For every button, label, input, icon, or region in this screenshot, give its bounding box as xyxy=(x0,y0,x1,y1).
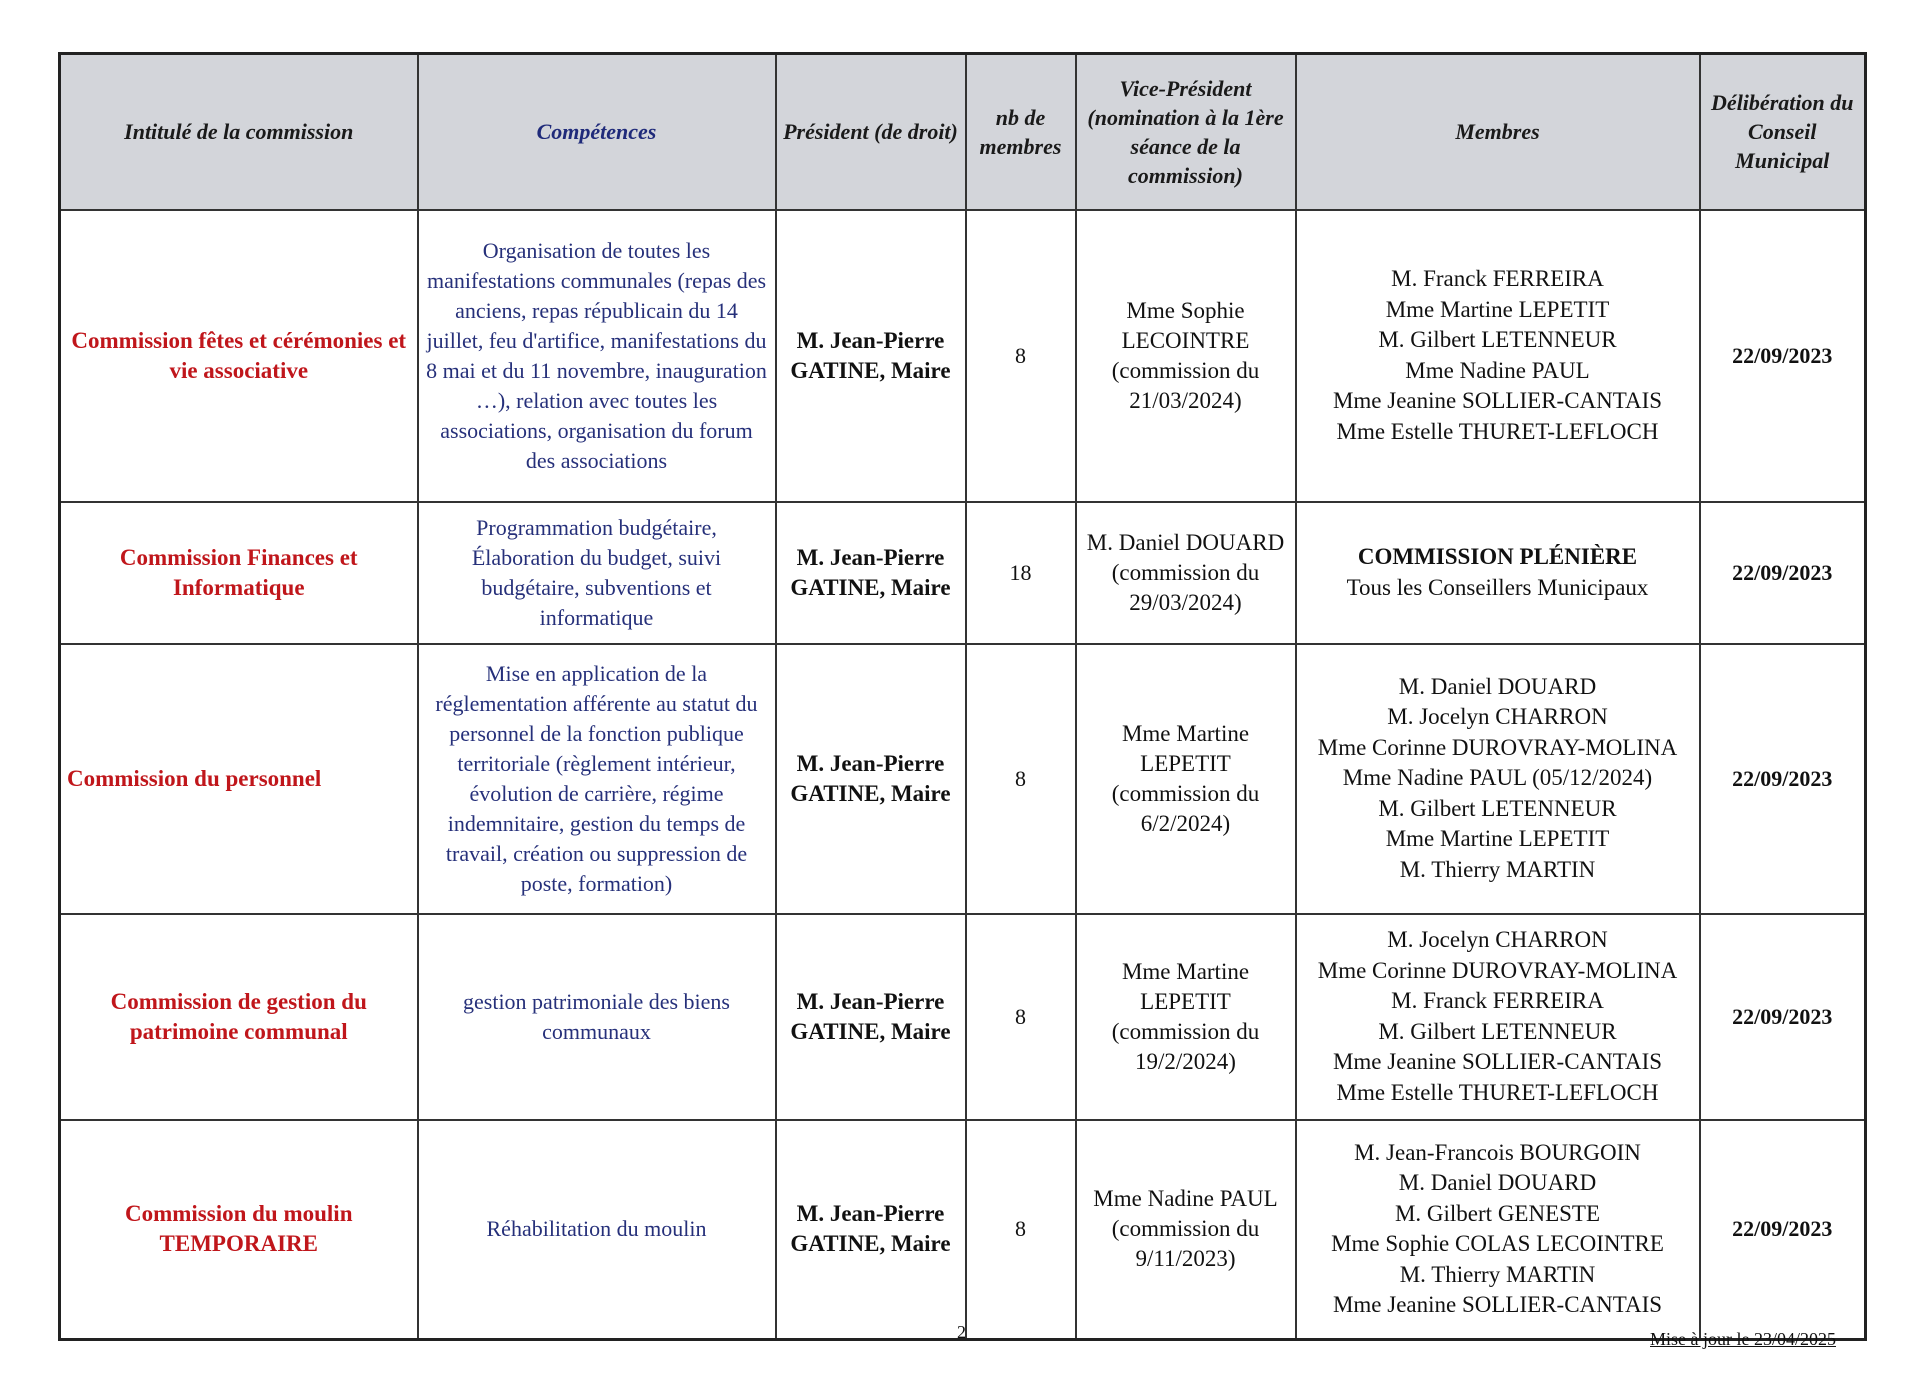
commission-president: M. Jean-Pierre GATINE, Maire xyxy=(776,914,966,1120)
commission-president: M. Jean-Pierre GATINE, Maire xyxy=(776,502,966,644)
member-item: Mme Jeanine SOLLIER-CANTAIS xyxy=(1332,1292,1663,1318)
member-item: M. Jean-Francois BOURGOIN xyxy=(1354,1139,1641,1165)
member-item: Mme Nadine PAUL (05/12/2024) xyxy=(1342,765,1653,791)
deliberation-date: 22/09/2023 xyxy=(1700,1120,1866,1340)
deliberation-date: 22/09/2023 xyxy=(1700,210,1866,502)
commission-name: Commission fêtes et cérémonies et vie associative xyxy=(60,210,418,502)
vice-president-name: Mme Nadine PAUL xyxy=(1093,1186,1278,1212)
members-list xyxy=(1296,1120,1700,1340)
member-count: 8 xyxy=(966,914,1076,1120)
header-vice-president: Vice-Président (nomination à la 1ère séance de la commission) xyxy=(1076,54,1296,210)
commission-competences: Organisation de toutes les manifestations communales (repas des anciens, repas républicain du 14 juillet, feu d'artifice, manifestations du 8 mai et du 11 novembre, inauguration …), relation avec toutes les associations, organisation du forum des associations xyxy=(418,210,776,502)
vice-president-note: (commission du 6/2/2024) xyxy=(1111,780,1260,836)
members-list xyxy=(1296,502,1700,644)
deliberation-date: 22/09/2023 xyxy=(1700,914,1866,1120)
commission-competences: Mise en application de la réglementation afférente au statut du personnel de la fonction publique territoriale (règlement intérieur, évolution de carrière, régime indemnitaire, gestion du temps de travail, création ou suppression de poste, formation) xyxy=(418,644,776,914)
table-row xyxy=(60,644,1866,914)
commission-competences: gestion patrimoniale des biens communaux xyxy=(418,914,776,1120)
deliberation-date: 22/09/2023 xyxy=(1700,502,1866,644)
vice-president xyxy=(1076,914,1296,1120)
members-list xyxy=(1296,914,1700,1120)
header-members: Membres xyxy=(1296,54,1700,210)
member-item: M. Thierry MARTIN xyxy=(1399,1261,1596,1287)
member-item: Mme Corinne DUROVRAY-MOLINA xyxy=(1317,957,1678,983)
member-item: Mme Nadine PAUL xyxy=(1405,357,1590,383)
header-commission-title: Intitulé de la commission xyxy=(60,54,418,210)
commission-president: M. Jean-Pierre GATINE, Maire xyxy=(776,210,966,502)
vice-president-name: M. Daniel DOUARD xyxy=(1086,529,1285,555)
member-item: Mme Martine LEPETIT xyxy=(1385,826,1610,852)
header-president: Président (de droit) xyxy=(776,54,966,210)
vice-president xyxy=(1076,1120,1296,1340)
plenary-text: Tous les Conseillers Municipaux xyxy=(1346,574,1649,600)
table-row xyxy=(60,1120,1866,1340)
vice-president-note: (commission du 21/03/2024) xyxy=(1111,357,1260,413)
member-item: M. Franck FERREIRA xyxy=(1391,266,1604,291)
member-item: M. Franck FERREIRA xyxy=(1391,988,1604,1013)
header-competences: Compétences xyxy=(418,54,776,210)
member-item: Mme Corinne DUROVRAY-MOLINA xyxy=(1317,734,1678,760)
member-item: Mme Sophie COLAS LECOINTRE xyxy=(1331,1231,1664,1257)
commission-competences: Programmation budgétaire, Élaboration du budget, suivi budgétaire, subventions et informatique xyxy=(418,502,776,644)
member-item: Mme Estelle THURET-LEFLOCH xyxy=(1336,1079,1659,1105)
member-item: M. Daniel DOUARD xyxy=(1398,1170,1597,1196)
table-row xyxy=(60,502,1866,644)
member-item: M. Gilbert LETENNEUR xyxy=(1378,327,1617,352)
commission-name: Commission du personnel xyxy=(60,644,418,914)
member-count: 18 xyxy=(966,502,1076,644)
member-item: M. Gilbert LETENNEUR xyxy=(1378,1018,1617,1044)
member-item: M. Thierry MARTIN xyxy=(1399,856,1596,882)
commission-president: M. Jean-Pierre GATINE, Maire xyxy=(776,1120,966,1340)
commissions-table xyxy=(58,52,1867,1341)
page-number: 2 xyxy=(957,1322,966,1342)
vice-president-note: (commission du 29/03/2024) xyxy=(1111,559,1260,615)
member-count: 8 xyxy=(966,1120,1076,1340)
update-note: Mise à jour le 23/04/2025 xyxy=(1650,1329,1836,1349)
member-item: Mme Jeanine SOLLIER-CANTAIS xyxy=(1332,388,1663,413)
member-item: Mme Martine LEPETIT xyxy=(1385,296,1610,322)
member-item: M. Gilbert GENESTE xyxy=(1394,1200,1601,1226)
vice-president-name: Mme Martine LEPETIT xyxy=(1121,720,1250,776)
header-row xyxy=(60,54,1866,210)
header-deliberation: Délibération du Conseil Municipal xyxy=(1700,54,1866,210)
table-row xyxy=(60,914,1866,1120)
member-count: 8 xyxy=(966,210,1076,502)
member-item: Mme Jeanine SOLLIER-CANTAIS xyxy=(1332,1049,1663,1074)
members-list xyxy=(1296,644,1700,914)
commission-name: Commission Finances et Informatique xyxy=(60,502,418,644)
member-item: M. Daniel DOUARD xyxy=(1398,673,1597,699)
vice-president-note: (commission du 19/2/2024) xyxy=(1111,1018,1260,1074)
member-count: 8 xyxy=(966,644,1076,914)
vice-president xyxy=(1076,502,1296,644)
deliberation-date: 22/09/2023 xyxy=(1700,644,1866,914)
member-item: M. Jocelyn CHARRON xyxy=(1387,704,1608,730)
plenary-title: COMMISSION PLÉNIÈRE xyxy=(1357,544,1638,569)
commission-competences: Réhabilitation du moulin xyxy=(418,1120,776,1340)
vice-president-name: Mme Martine LEPETIT xyxy=(1121,958,1250,1014)
header-member-count: nb de membres xyxy=(966,54,1076,210)
member-item: M. Gilbert LETENNEUR xyxy=(1378,795,1617,821)
commission-president: M. Jean-Pierre GATINE, Maire xyxy=(776,644,966,914)
commission-name: Commission du moulin TEMPORAIRE xyxy=(60,1120,418,1340)
member-item: Mme Estelle THURET-LEFLOCH xyxy=(1336,418,1659,444)
members-list xyxy=(1296,210,1700,502)
vice-president-note: (commission du 9/11/2023) xyxy=(1111,1216,1260,1272)
table-row xyxy=(60,210,1866,502)
member-item: M. Jocelyn CHARRON xyxy=(1387,927,1608,952)
commission-name: Commission de gestion du patrimoine communal xyxy=(60,914,418,1120)
vice-president xyxy=(1076,210,1296,502)
vice-president xyxy=(1076,644,1296,914)
vice-president-name: Mme Sophie LECOINTRE xyxy=(1121,297,1250,353)
